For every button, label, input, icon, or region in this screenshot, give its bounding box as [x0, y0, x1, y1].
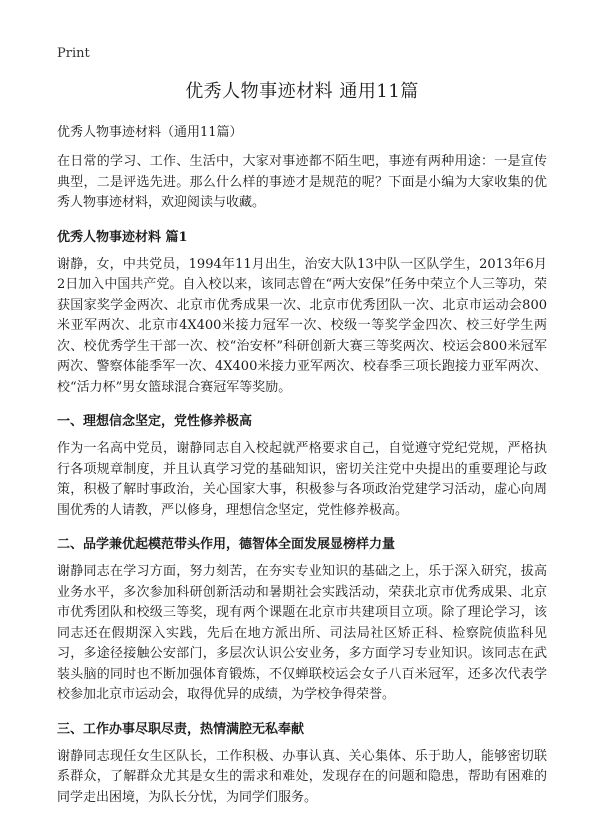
section-paragraph-2: 谢静同志在学习方面，努力刻苦，在夯实专业知识的基础之上，乐于深入研究，拔高业务水平，多次参加科研创新活动和暑期社会实践活动，荣获北京市优秀成果、北京市优秀团队和校级三等奖，现有两个课题在北京市共建项目立项。除了理论学习，该同志还在假期深入实践，先后在地方派出所、司法局社区矫正科、检察院侦监科见习，多途径接触公安部门，多层次认识公安业务，多方面学习专业知识。该同志在武装头脑的同时也不断加强体育锻炼，不仅蝉联校运会女子八百米冠军，还多次代表学校参加北京市运动会，取得优异的成绩，为学校争得荣誉。: [57, 564, 547, 702]
document-subtitle: 优秀人物事迹材料（通用11篇）: [57, 125, 243, 140]
page-title: 优秀人物事迹材料 通用11篇: [185, 81, 419, 102]
article-heading: 优秀人物事迹材料 篇1: [57, 229, 188, 245]
section-heading-1: 一、理想信念坚定，党性修养极高: [57, 414, 253, 429]
bio-paragraph: 谢静，女，中共党员，1994年11月出生，治安大队13中队一区队学生，2013年6月2日加入中国共产党。自入校以来，该同志曾在“两大安保”任务中荣立个人三等功，荣获国家奖学金两次、北京市优秀成果一次、北京市优秀团队一次、北京市运动会800米亚军两次、北京市4X400米接力冠军一次、校级一等奖学金四次、校三好学生两次、校优秀学生干部一次、校“治安杯”科研创新大赛三等奖两次、校运会800米冠军两次、警察体能季军一次、4X400米接力亚军两次、校春季三项长跑接力亚军两次、校“活力杯”男女篮球混合赛冠军等奖励。: [57, 256, 547, 395]
section-paragraph-1: 作为一名高中党员，谢静同志自入校起就严格要求自己，自觉遵守党纪党规，严格执行各项规章制度，并且认真学习党的基础知识，密切关注党中央提出的重要理论与政策，积极了解时事政治，关心国家大事，积极参与各项政治党建学习活动，虚心向周围优秀的人请教，严以修身，理想信念坚定，党性修养极高。: [57, 441, 547, 518]
section-heading-2: 二、品学兼优起模范带头作用，德智体全面发展显榜样力量: [57, 537, 396, 552]
print-link[interactable]: Print: [57, 46, 90, 61]
intro-paragraph: 在日常的学习、工作、生活中，大家对事迹都不陌生吧，事迹有两种用途：一是宣传典型，二是评选先进。那么什么样的事迹才是规范的呢？下面是小编为大家收集的优秀人物事迹材料，欢迎阅读与收藏。: [57, 154, 547, 210]
section-heading-3: 三、工作办事尽职尽责，热情满腔无私奉献: [57, 721, 305, 737]
document-body: [57, 77, 547, 820]
section-paragraph-3: 谢静同志现任女生区队长，工作积极、办事认真、关心集体、乐于助人，能够密切联系群众，了解群众尤其是女生的需求和难处，发现存在的问题和隐患，帮助有困难的同学走出困境，为队长分忧，为同学们服务。: [57, 748, 547, 805]
